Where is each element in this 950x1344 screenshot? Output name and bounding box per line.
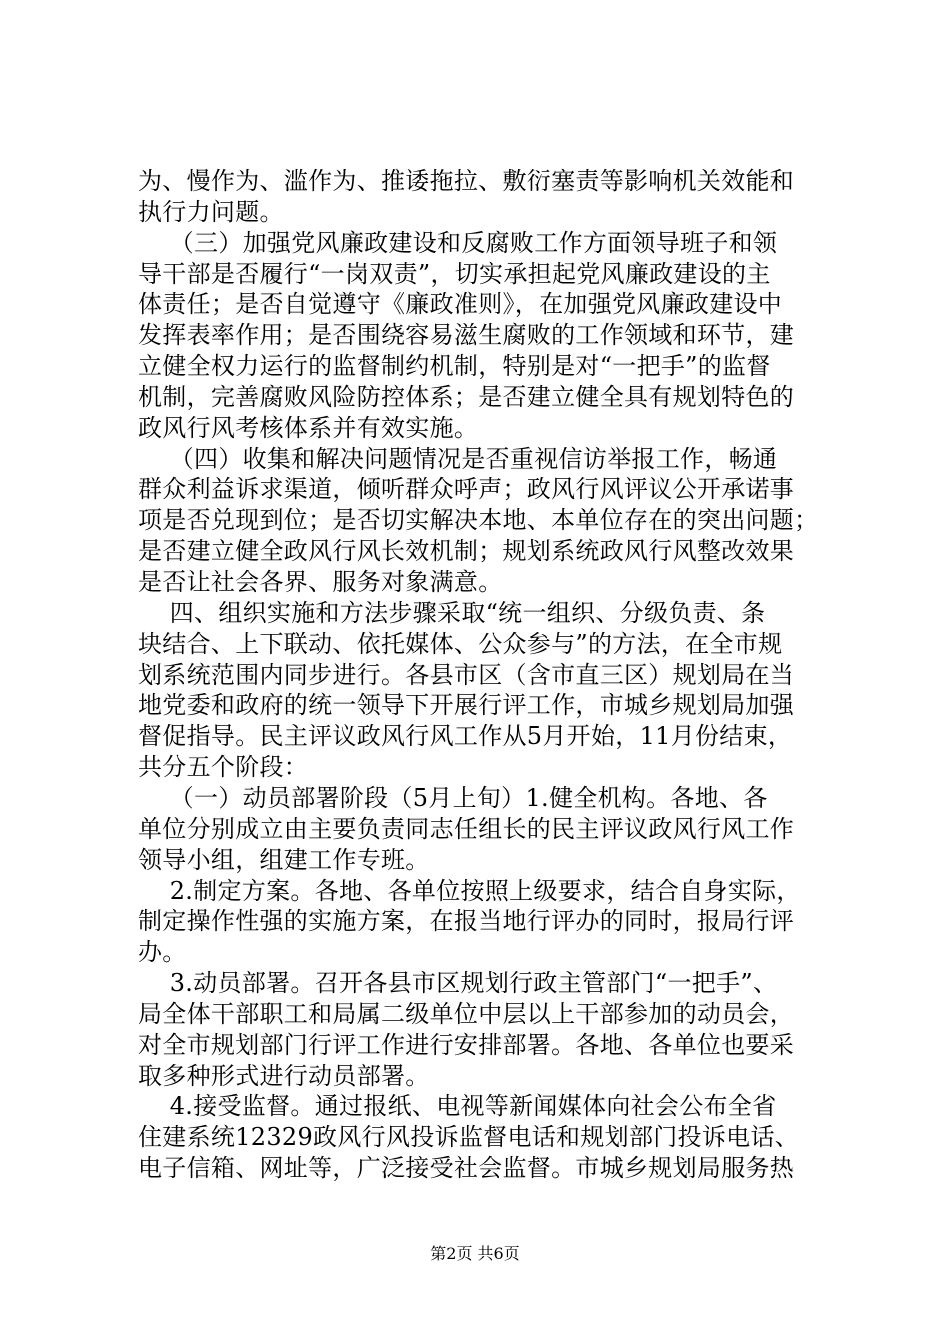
paragraph-line: 政风行风考核体系并有效实施。 [138,414,479,442]
paragraph-line: 办。 [138,938,187,966]
page-footer: 第2页 共6页 [430,1244,520,1263]
paragraph-line: 块结合、上下联动、依托媒体、公众参与”的方法，在全市规 [138,630,783,658]
paragraph-line: 执行力问题。 [138,198,284,226]
paragraph-line: 导干部是否履行“一岗双责”，切实承担起党风廉政建设的主 [138,260,771,288]
paragraph-line: 发挥表率作用；是否围绕容易滋生腐败的工作领域和环节，建 [138,321,795,349]
paragraph-line: 项是否兑现到位；是否切实解决本地、本单位存在的突出问题； [138,506,819,534]
paragraph-line: 立健全权力运行的监督制约机制，特别是对“一把手”的监督 [138,352,771,380]
paragraph-line: 3.动员部署。召开各县市区规划行政主管部门“一把手”、 [138,969,778,997]
paragraph-line: 制定操作性强的实施方案，在报当地行评办的同时，报局行评 [138,907,795,935]
paragraph-line: 督促指导。民主评议政风行风工作从5月开始，11月份结束， [138,722,793,750]
paragraph-line: 群众利益诉求渠道，倾听群众呼声；政风行风评议公开承诺事 [138,475,795,503]
paragraph-line: （一）动员部署阶段（5月上旬）1.健全机构。各地、各 [138,784,768,812]
paragraph-line: 取多种形式进行动员部署。 [138,1062,430,1090]
paragraph-line: 住建系统12329政风行风投诉监督电话和规划部门投诉电话、 [138,1123,800,1151]
paragraph-line: 四、组织实施和方法步骤采取“统一组织、分级负责、条 [138,599,766,627]
paragraph-line: 4.接受监督。通过报纸、电视等新闻媒体向社会公布全省 [138,1092,777,1120]
paragraph-line: 为、慢作为、滥作为、推诿拖拉、敷衍塞责等影响机关效能和 [138,167,795,195]
paragraph-line: 对全市规划部门行评工作进行安排部署。各地、各单位也要采 [138,1031,795,1059]
paragraph-line: （四）收集和解决问题情况是否重视信访举报工作，畅通 [138,445,778,473]
paragraph-line: 共分五个阶段： [138,753,309,781]
paragraph-line: 是否建立健全政风行风长效机制；规划系统政风行风整改效果 [138,537,795,565]
paragraph-line: 2.制定方案。各地、各单位按照上级要求，结合自身实际， [138,877,801,905]
paragraph-line: 是否让社会各界、服务对象满意。 [138,568,503,596]
paragraph-line: 领导小组，组建工作专班。 [138,846,430,874]
paragraph-line: 机制，完善腐败风险防控体系；是否建立健全具有规划特色的 [138,383,795,411]
paragraph-line: 局全体干部职工和局属二级单位中层以上干部参加的动员会， [138,1000,795,1028]
paragraph-line: 单位分别成立由主要负责同志任组长的民主评议政风行风工作 [138,815,795,843]
paragraph-line: 体责任；是否自觉遵守《廉政准则》，在加强党风廉政建设中 [138,290,783,318]
paragraph-line: （三）加强党风廉政建设和反腐败工作方面领导班子和领 [138,229,778,257]
paragraph-line: 电子信箱、网址等，广泛接受社会监督。市城乡规划局服务热 [138,1154,795,1182]
paragraph-line: 划系统范围内同步进行。各县市区（含市直三区）规划局在当 [138,661,795,689]
paragraph-line: 地党委和政府的统一领导下开展行评工作，市城乡规划局加强 [138,691,795,719]
